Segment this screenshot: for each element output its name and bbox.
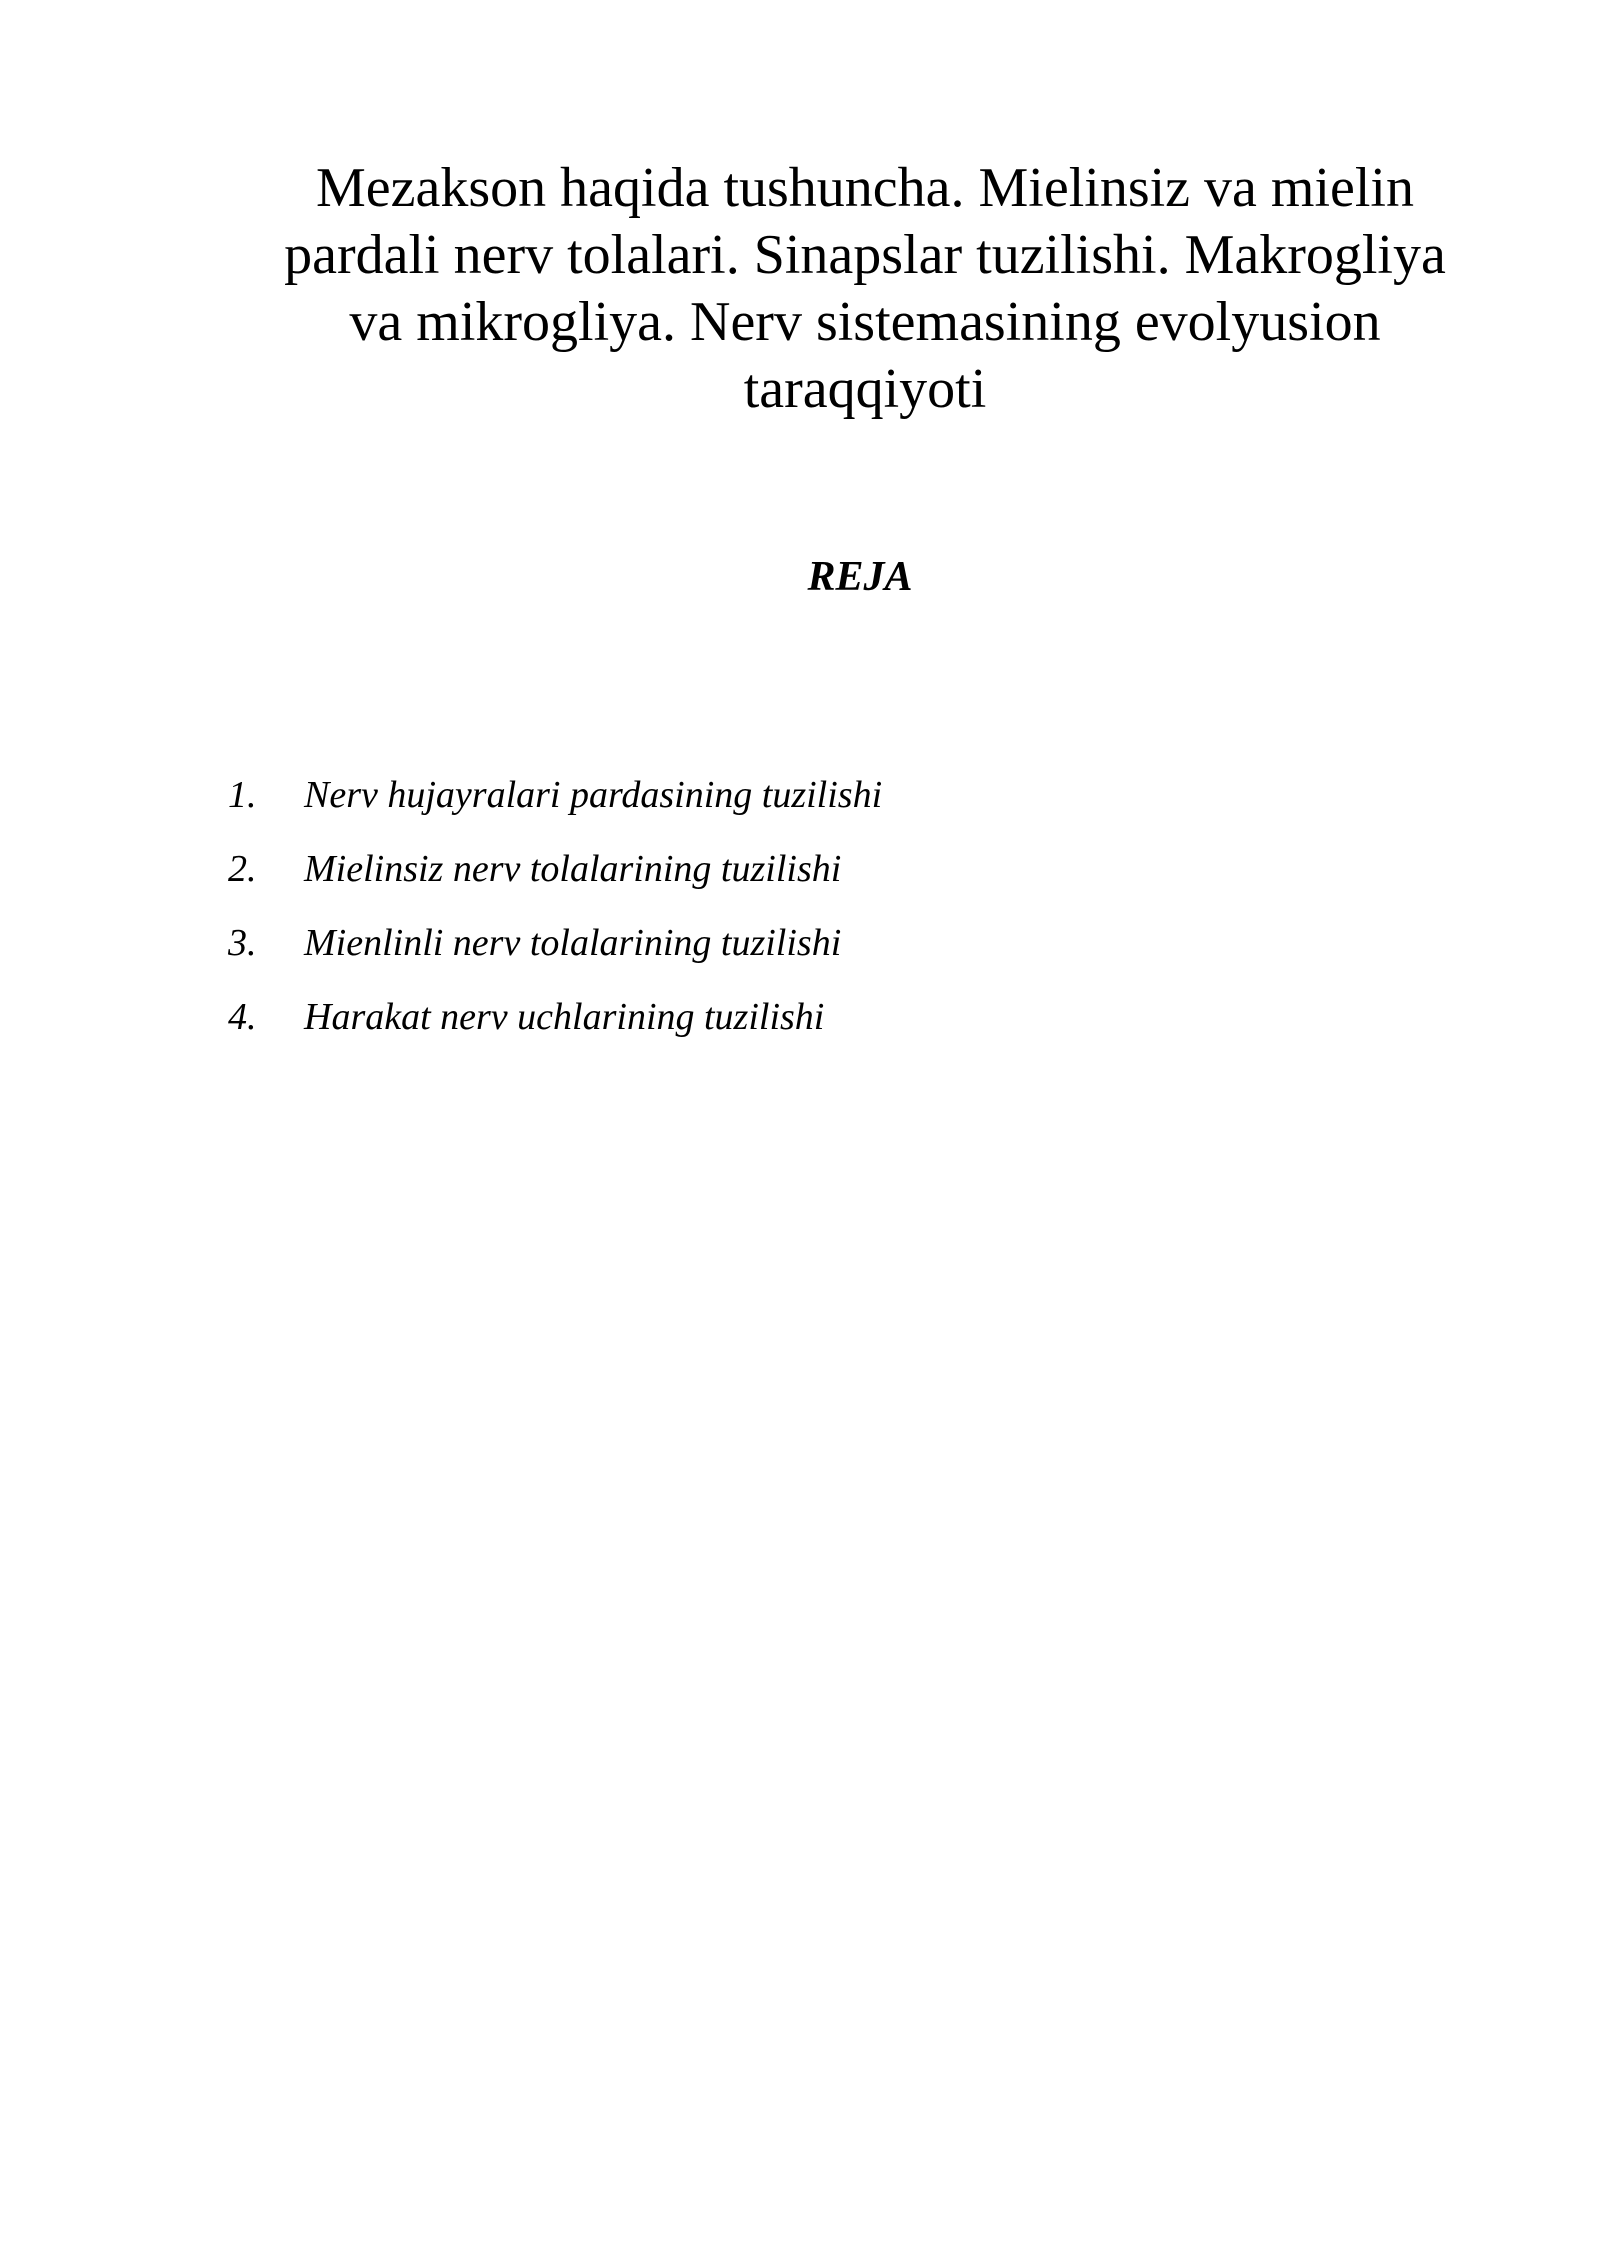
plan-item-number: 4. [228, 996, 257, 1038]
plan-item-text: Mielinsiz nerv tolalarining tuzilishi [304, 848, 842, 890]
title-line: pardali nerv tolalari. Sinapslar tuzilishi. Makrogliya [284, 224, 1446, 286]
document-title [230, 155, 1500, 423]
title-line: Mezakson haqida tushuncha. Mielinsiz va mielin [316, 157, 1414, 219]
plan-item-number: 2. [228, 848, 257, 890]
plan-item-number: 1. [228, 774, 257, 816]
title-line: va mikrogliya. Nerv sistemasining evolyusion [349, 291, 1381, 353]
plan-item-text: Mienlinli nerv tolalarining tuzilishi [304, 922, 842, 964]
title-line: taraqqiyoti [743, 358, 987, 420]
plan-heading: REJA [807, 554, 913, 600]
plan-item-text: Harakat nerv uchlarining tuzilishi [304, 996, 825, 1038]
plan-item-number: 3. [228, 922, 257, 964]
plan-item-text: Nerv hujayralari pardasining tuzilishi [304, 774, 883, 816]
